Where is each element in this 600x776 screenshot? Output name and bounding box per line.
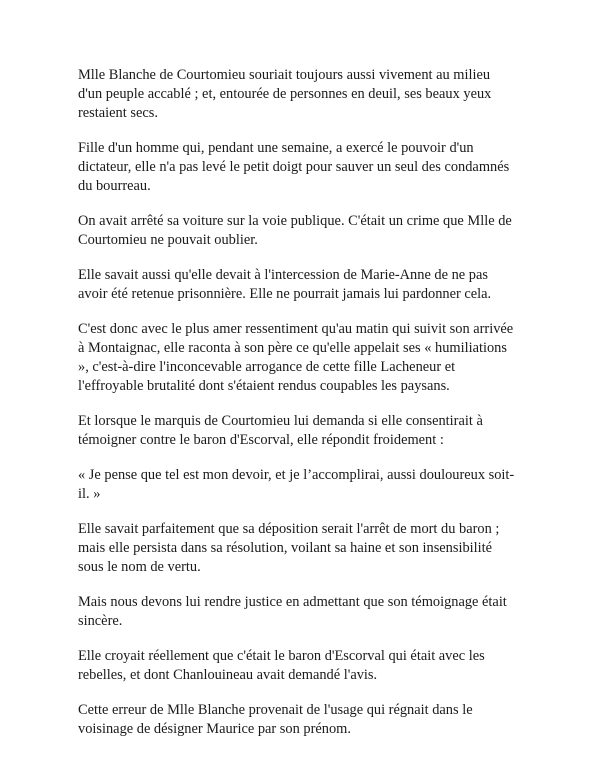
paragraph-3: On avait arrêté sa voiture sur la voie publique. C'était un crime que Mlle de Courtomieu ne pouvait oublier.: [78, 213, 512, 248]
paragraph-1: Mlle Blanche de Courtomieu souriait toujours aussi vivement au milieu d'un peuple accablé ; et, entourée de personnes en deuil, ses beaux yeux restaient secs.: [78, 67, 492, 121]
paragraph-5: C'est donc avec le plus amer ressentiment qu'au matin qui suivit son arrivée à Montaignac, elle raconta à son père ce qu'elle appelait ses « humiliations », c'est-à-dire l'inconcevable arrogance de cette fille Lacheneur et l'effroyable brutalité dont s'étaient rendus coupables les paysans.: [78, 321, 514, 394]
paragraph-4: Elle savait aussi qu'elle devait à l'intercession de Marie-Anne de ne pas avoir été retenue prisonnière. Elle ne pourrait jamais lui pardonner cela.: [78, 267, 492, 302]
document-body: [78, 66, 528, 755]
paragraph-11: Cette erreur de Mlle Blanche provenait de l'usage qui régnait dans le voisinage de désigner Maurice par son prénom.: [78, 702, 473, 737]
paragraph-9: Mais nous devons lui rendre justice en admettant que son témoignage était sincère.: [78, 594, 507, 629]
paragraph-8: Elle savait parfaitement que sa déposition serait l'arrêt de mort du baron ; mais elle persista dans sa résolution, voilant sa haine et son insensibilité sous le nom de vertu.: [78, 521, 500, 575]
paragraph-7: « Je pense que tel est mon devoir, et je l’accomplirai, aussi douloureux soit- il. »: [78, 467, 515, 502]
paragraph-10: Elle croyait réellement que c'était le baron d'Escorval qui était avec les rebelles, et dont Chanlouineau avait demandé l'avis.: [78, 648, 485, 683]
paragraph-2: Fille d'un homme qui, pendant une semaine, a exercé le pouvoir d'un dictateur, elle n'a pas levé le petit doigt pour sauver un seul des condamnés du bourreau.: [78, 140, 510, 194]
paragraph-6: Et lorsque le marquis de Courtomieu lui demanda si elle consentirait à témoigner contre le baron d'Escorval, elle répondit froidement :: [78, 413, 483, 448]
